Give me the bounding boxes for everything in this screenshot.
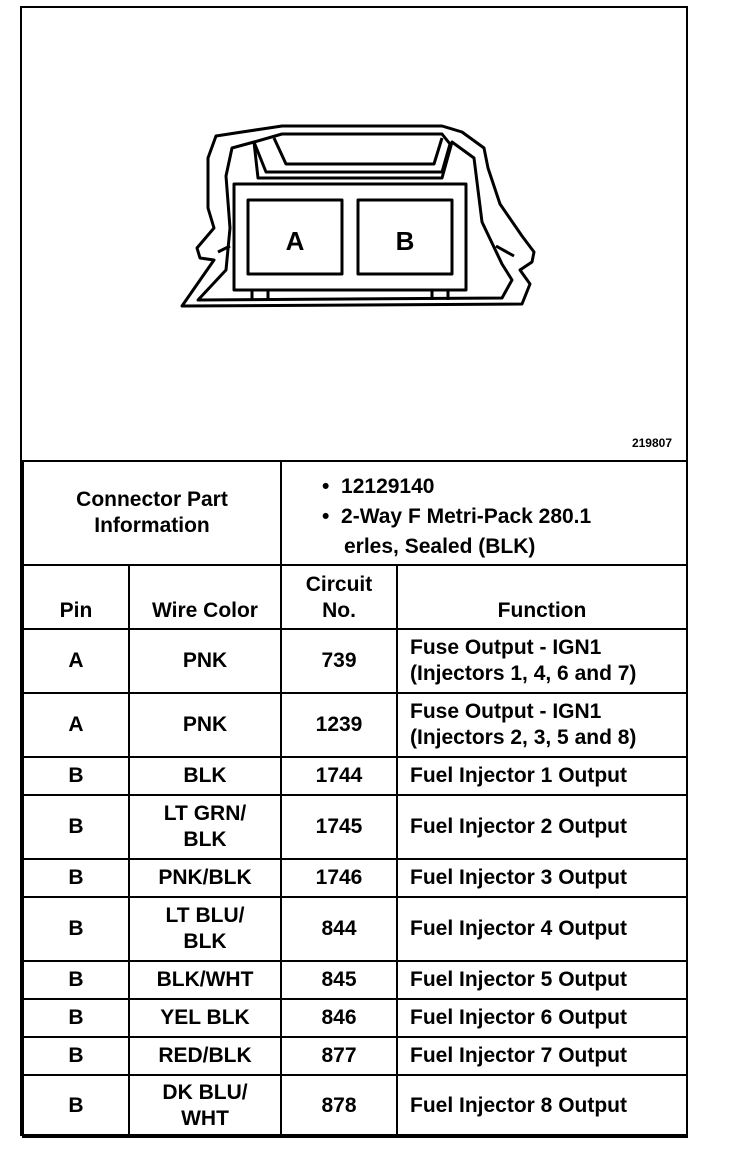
cell-function [397,693,687,757]
wire-color-line2: BLK [183,828,227,851]
cell-circuit: 1745 [281,795,397,859]
table-row [23,1037,687,1075]
wire-color-line1: LT BLU/ [165,904,245,927]
cell-wire-color [129,897,281,961]
cell-pin: B [23,999,129,1037]
cell-pin: B [23,757,129,795]
cell-wire-color [129,961,281,999]
function-line1: Fuel Injector 3 Output [410,866,628,889]
cell-wire-color [129,629,281,693]
table-row [23,999,687,1037]
part-description-line1: 2-Way F Metri-Pack 280.1 [341,505,592,528]
function-line1: Fuel Injector 2 Output [410,815,628,838]
table-row [23,629,687,693]
function-line1: Fuel Injector 5 Output [410,968,628,991]
wire-color-line1: PNK/BLK [158,866,252,889]
cell-pin: B [23,897,129,961]
cell-circuit: 878 [281,1075,397,1137]
cell-function [397,897,687,961]
function-line1: Fuse Output - IGN1 [410,636,602,659]
header-circuit-line2: No. [322,599,356,622]
wire-color-line1: BLK/WHT [156,968,254,991]
cell-pin: B [23,1037,129,1075]
table-row [23,1075,687,1137]
wire-color-line1: YEL BLK [160,1006,250,1029]
cell-wire-color [129,795,281,859]
cell-function [397,1037,687,1075]
cell-function [397,629,687,693]
table-row [23,795,687,859]
connector-diagram [22,8,686,460]
cell-function [397,795,687,859]
table-row [23,859,687,897]
cavity-a-label: A [285,226,305,256]
cell-circuit: 1744 [281,757,397,795]
table-row [23,961,687,999]
function-line1: Fuel Injector 7 Output [410,1044,628,1067]
wire-color-line1: RED/BLK [158,1044,252,1067]
header-wire-color: Wire Color [129,565,281,629]
wire-color-line2: BLK [183,930,227,953]
header-circuit [281,565,397,629]
wire-color-line2: WHT [181,1107,229,1130]
function-line1: Fuel Injector 6 Output [410,1006,628,1029]
cell-wire-color [129,999,281,1037]
wire-color-line1: BLK [183,764,227,787]
connector-part-label-line2: Information [94,514,210,537]
cell-wire-color [129,693,281,757]
cell-function [397,1075,687,1137]
cell-circuit: 844 [281,897,397,961]
function-line1: Fuel Injector 4 Output [410,917,628,940]
connector-part-label [23,461,281,565]
part-description-bullet: • 2-Way F Metri-Pack 280.1 [322,505,592,528]
cell-function [397,757,687,795]
cell-pin: B [23,859,129,897]
connector-part-info [281,461,687,565]
function-line1: Fuel Injector 8 Output [410,1094,628,1117]
figure-id: 219807 [631,436,672,450]
cell-wire-color [129,1037,281,1075]
cavity-b-label: B [395,226,415,256]
header-pin: Pin [23,565,129,629]
connector-latch-inner [274,138,442,164]
table-header-row [23,565,687,629]
cell-circuit: 1239 [281,693,397,757]
wire-color-line1: DK BLU/ [162,1081,248,1104]
cell-function [397,961,687,999]
cell-pin: B [23,795,129,859]
connector-part-label-line1: Connector Part [76,488,228,511]
cell-circuit: 845 [281,961,397,999]
cell-function [397,999,687,1037]
connector-side-ribs [218,246,514,256]
connector-latch [254,134,450,172]
table-row [23,693,687,757]
table-row [23,897,687,961]
pinout-table [22,460,688,1138]
connector-sheet [20,6,688,1136]
wire-color-line1: PNK [182,713,228,736]
header-circuit-line1: Circuit [305,573,373,596]
function-line2: (Injectors 2, 3, 5 and 8) [410,726,637,749]
cell-pin: A [23,629,129,693]
table-row [23,757,687,795]
cell-pin: A [23,693,129,757]
cell-circuit: 846 [281,999,397,1037]
part-number-bullet: • 12129140 [322,475,435,498]
wire-color-line1: PNK [182,649,228,672]
cell-pin: B [23,961,129,999]
cell-wire-color [129,1075,281,1137]
connector-part-row [23,461,687,565]
cell-circuit: 739 [281,629,397,693]
cell-pin: B [23,1075,129,1137]
cell-wire-color [129,859,281,897]
cell-circuit: 877 [281,1037,397,1075]
function-line2: (Injectors 1, 4, 6 and 7) [410,662,637,685]
function-line1: Fuse Output - IGN1 [410,700,602,723]
part-description-line2: erles, Sealed (BLK) [344,535,536,558]
table-body [23,629,687,1137]
cell-function [397,859,687,897]
function-line1: Fuel Injector 1 Output [410,764,628,787]
wire-color-line1: LT GRN/ [163,802,247,825]
cell-circuit: 1746 [281,859,397,897]
header-function: Function [397,565,687,629]
connector-illustration [22,8,686,460]
cell-wire-color [129,757,281,795]
part-number: 12129140 [341,475,435,498]
